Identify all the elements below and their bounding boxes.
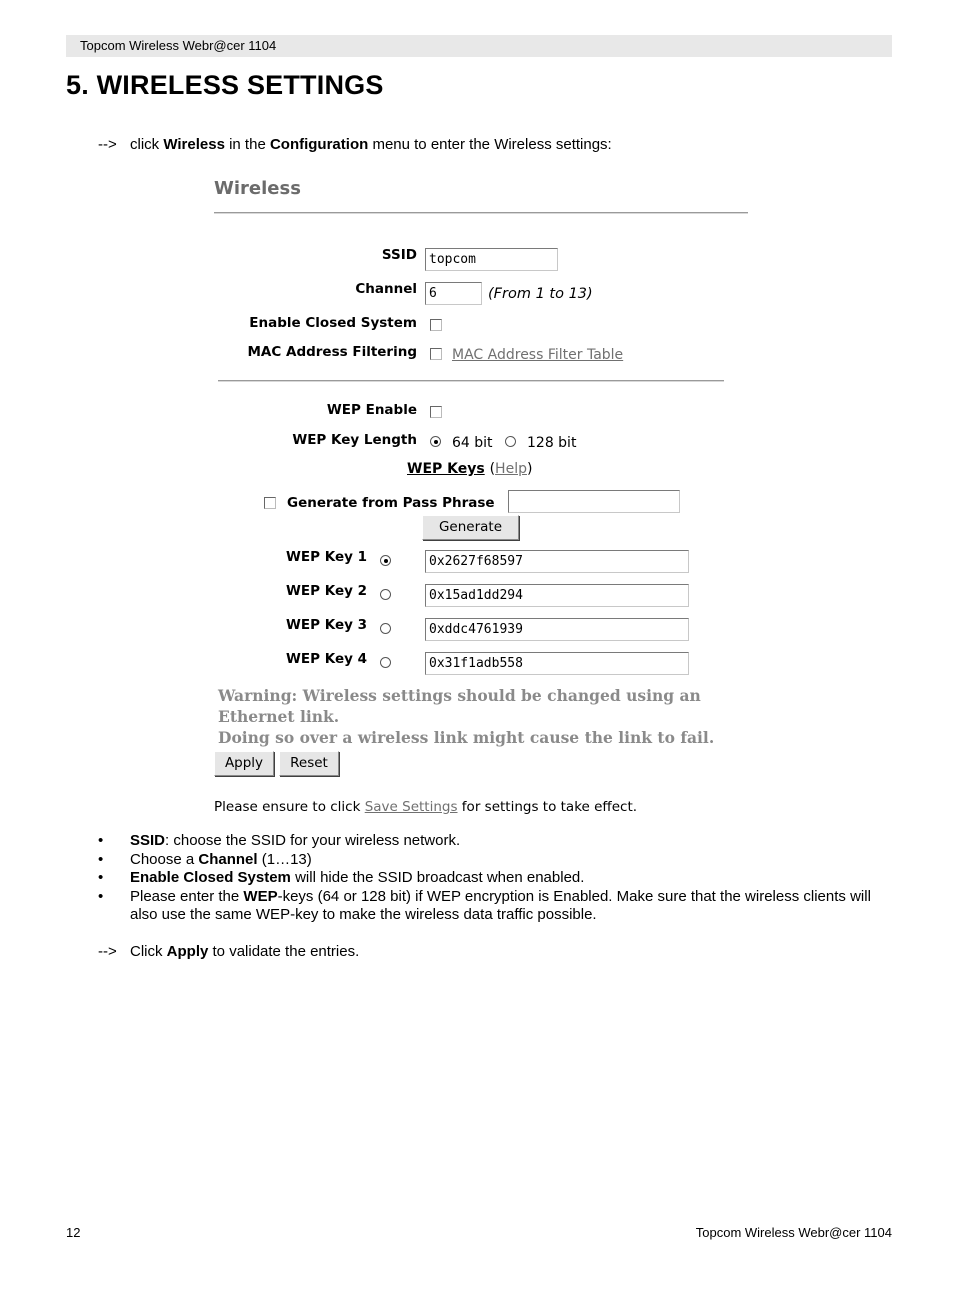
apply-button[interactable]: Apply xyxy=(214,751,274,776)
warning-line-2: Doing so over a wireless link might cause the link to fail. xyxy=(218,728,715,747)
ssid-label: SSID xyxy=(381,247,417,263)
instruction-text: menu to enter the Wireless settings: xyxy=(368,136,612,153)
section-divider xyxy=(218,380,724,382)
running-header xyxy=(66,35,892,57)
wep-key-2-label: WEP Key 2 xyxy=(286,583,367,599)
form-title: Wireless xyxy=(214,178,301,199)
instruction-text: click xyxy=(130,136,164,153)
instruction-bold-wireless: Wireless xyxy=(163,136,225,153)
mac-filtering-label: MAC Address Filtering xyxy=(247,344,417,360)
help-paren-close: ) xyxy=(526,461,533,477)
wep-keys-link[interactable]: WEP Keys xyxy=(407,461,485,477)
wep-key-3-radio[interactable] xyxy=(380,623,391,634)
page-number: 12 xyxy=(66,1225,81,1240)
key-length-64-radio[interactable] xyxy=(430,436,441,447)
key-length-128-label: 128 bit xyxy=(527,435,577,451)
wep-key-4-input[interactable]: 0x31f1adb558 xyxy=(425,652,689,675)
bullet-text: Please enter the xyxy=(130,887,244,905)
help-paren-open: ( xyxy=(489,461,496,477)
wep-key-2-input[interactable]: 0x15ad1dd294 xyxy=(425,584,689,607)
key-length-64-label: 64 bit xyxy=(452,435,493,451)
footer-product-name: Topcom Wireless Webr@cer 1104 xyxy=(695,1225,892,1240)
generate-button[interactable]: Generate xyxy=(422,515,519,540)
list-item xyxy=(98,888,898,925)
instruction-bold-configuration: Configuration xyxy=(269,136,369,153)
settings-bullet-list xyxy=(98,832,898,925)
note-text: for settings to take effect. xyxy=(457,799,638,815)
bullet-bold: SSID xyxy=(130,832,166,849)
warning-line-1: Warning: Wireless settings should be changed using an Ethernet link. xyxy=(218,686,701,726)
wep-key-2-radio[interactable] xyxy=(380,589,391,600)
list-item xyxy=(98,869,898,888)
bullet-text: : choose the SSID for your wireless network. xyxy=(165,832,461,849)
instruction-text: Click xyxy=(130,943,167,960)
key-length-128-radio[interactable] xyxy=(505,436,516,447)
closed-system-checkbox[interactable] xyxy=(430,319,442,331)
closed-system-label: Enable Closed System xyxy=(249,315,417,331)
instruction-bold-apply: Apply xyxy=(166,943,209,960)
list-item xyxy=(98,851,898,870)
bullet-text: (1…13) xyxy=(257,850,312,868)
channel-hint: (From 1 to 13) xyxy=(488,286,593,302)
bullet-bold: Channel xyxy=(198,850,258,868)
wep-enable-checkbox[interactable] xyxy=(430,406,442,418)
instruction-open-wireless xyxy=(98,136,612,153)
passphrase-label: Generate from Pass Phrase xyxy=(287,495,495,511)
mac-filtering-checkbox[interactable] xyxy=(430,348,442,360)
section-number: 5. xyxy=(66,70,89,100)
bullet-text: Choose a xyxy=(130,850,199,868)
wep-key-4-label: WEP Key 4 xyxy=(286,651,367,667)
wep-key-1-radio[interactable] xyxy=(380,555,391,566)
save-settings-note xyxy=(214,799,637,815)
arrow-marker: --> xyxy=(98,943,117,960)
list-item xyxy=(98,832,898,851)
bullet-text: will hide the SSID broadcast when enabled. xyxy=(290,869,585,886)
running-header-text: Topcom Wireless Webr@cer 1104 xyxy=(80,38,277,53)
wep-key-3-input[interactable]: 0xddc4761939 xyxy=(425,618,689,641)
channel-input[interactable]: 6 xyxy=(425,282,482,305)
bullet-bold: Enable Closed System xyxy=(130,869,291,886)
instruction-text: to validate the entries. xyxy=(208,943,360,960)
instruction-click-apply xyxy=(98,943,359,960)
section-title: WIRELESS SETTINGS xyxy=(96,70,384,100)
page-title xyxy=(66,70,384,101)
save-settings-link[interactable]: Save Settings xyxy=(364,799,458,815)
ssid-input[interactable]: topcom xyxy=(425,248,558,271)
help-link[interactable]: Help xyxy=(495,461,527,477)
reset-button[interactable]: Reset xyxy=(279,751,339,776)
title-divider xyxy=(214,212,748,214)
passphrase-checkbox[interactable] xyxy=(264,497,276,509)
wep-key-4-radio[interactable] xyxy=(380,657,391,668)
passphrase-input[interactable] xyxy=(508,490,680,513)
wep-key-3-label: WEP Key 3 xyxy=(286,617,367,633)
bullet-text: -keys (64 or 128 bit) if WEP encryption is Enabled. Make sure that the wireless clients will also use the same WEP-key to make the wireless data traffic possible. xyxy=(130,887,871,923)
wireless-settings-screenshot xyxy=(210,175,755,820)
wep-key-length-label: WEP Key Length xyxy=(292,432,417,448)
note-text: Please ensure to click xyxy=(214,799,365,815)
wep-enable-label: WEP Enable xyxy=(326,402,417,418)
wep-keys-heading xyxy=(407,461,532,477)
arrow-marker: --> xyxy=(98,136,117,153)
wep-key-1-input[interactable]: 0x2627f68597 xyxy=(425,550,689,573)
instruction-text: in the xyxy=(224,136,270,153)
wep-key-1-label: WEP Key 1 xyxy=(286,549,367,565)
bullet-bold: WEP xyxy=(243,887,278,905)
channel-label: Channel xyxy=(355,281,417,297)
wireless-warning xyxy=(218,685,748,748)
mac-filter-table-link[interactable]: MAC Address Filter Table xyxy=(452,347,624,363)
